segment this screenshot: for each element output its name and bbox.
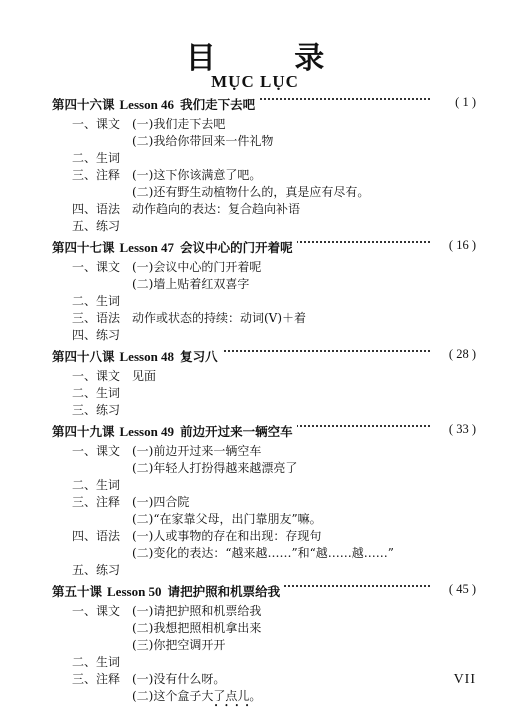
lesson-title: [52, 422, 297, 440]
lesson-number-en: Lesson 46: [119, 97, 175, 112]
section-label: 三、练习: [71, 403, 120, 417]
lesson-number-en: Lesson 48: [119, 349, 175, 364]
section-content: (一)前边开过来一辆空车: [132, 444, 262, 458]
lesson-page-ref: ( 45 ): [446, 582, 476, 597]
page-title: 目 录: [185, 41, 359, 76]
section-content: (一)会议中心的门开着呢: [132, 260, 262, 274]
section-content: (二)这个盒子大了点儿。 • • • •: [132, 687, 261, 704]
section-content: (一)请把护照和机票给我: [132, 604, 262, 618]
lesson-number-cn: 第四十九课: [52, 424, 115, 439]
lesson-page-ref: ( 33 ): [446, 422, 476, 437]
section-content: (二)“在家靠父母，出门靠朋友”嘛。: [132, 512, 322, 526]
section-content: (一)这下你该满意了吧。: [132, 168, 262, 182]
section-content: (三)你把空调开开: [132, 638, 226, 652]
lesson-name: 会议中心的门开着呢: [180, 240, 293, 255]
toc-entry: [52, 561, 476, 578]
section-content: (二)还有野生动植物什么的，真是应有尽有。: [132, 185, 370, 199]
toc-entry: [52, 115, 476, 132]
toc-entry: [52, 183, 476, 200]
section-content: 动作或状态的持续：动词(V)＋着: [132, 311, 307, 325]
section-label: 二、生词: [71, 151, 120, 165]
toc-entry: [52, 309, 476, 326]
lesson-heading[interactable]: [52, 582, 476, 602]
section-content: 见面: [132, 369, 157, 383]
lesson-title: [52, 95, 259, 113]
toc-entry: [52, 544, 476, 561]
section-content: (一)人或事物的存在和出现：存现句: [132, 529, 322, 543]
section-content: (二)我想把照相机拿出来: [132, 621, 262, 635]
section-label: 五、练习: [71, 563, 120, 577]
section-label: 二、生词: [71, 294, 120, 308]
toc-entry: [52, 687, 476, 704]
lesson-number-cn: 第五十课: [52, 584, 103, 599]
section-content: (二)我给你带回来一件礼物: [132, 134, 274, 148]
section-label: 三、注释: [71, 672, 120, 686]
toc-entry: [52, 442, 476, 459]
section-content: (二)变化的表达：“越来越……”和“越……越……”: [132, 546, 394, 560]
toc-entry: [52, 401, 476, 418]
toc-entry: [52, 132, 476, 149]
section-label: 二、生词: [71, 478, 120, 492]
lesson-name: 我们走下去吧: [180, 97, 256, 112]
toc-entry: [52, 384, 476, 401]
lesson-page-ref: ( 16 ): [446, 238, 476, 253]
toc-entry: [52, 476, 476, 493]
lesson-page-ref: ( 1 ): [452, 95, 476, 110]
section-content: (一)没有什么呀。: [132, 672, 226, 686]
section-label: 五、练习: [71, 219, 120, 233]
page-number: VII: [453, 672, 476, 687]
toc-entry: [52, 653, 476, 670]
section-label: 二、生词: [71, 386, 120, 400]
lesson-name: 请把护照和机票给我: [167, 584, 281, 599]
lesson-number-en: Lesson 47: [119, 240, 175, 255]
toc-entry: [52, 149, 476, 166]
toc-entry: [52, 602, 476, 619]
page-subtitle: MỤC LỤC: [211, 72, 299, 91]
lesson-number-en: Lesson 50: [107, 584, 162, 599]
section-content: 动作趋向的表达：复合趋向补语: [132, 202, 301, 216]
lesson-heading[interactable]: [52, 95, 476, 115]
section-content: (一)四合院: [132, 495, 190, 509]
lesson-number-cn: 第四十八课: [52, 349, 115, 364]
lesson-number-cn: 第四十七课: [52, 240, 115, 255]
lesson-heading[interactable]: [52, 422, 476, 442]
lesson-heading[interactable]: [52, 238, 476, 258]
toc-entry: [52, 510, 476, 527]
lesson-title: [52, 238, 297, 256]
section-label: 一、课文: [71, 604, 120, 618]
section-label: 一、课文: [71, 260, 120, 274]
toc-entry: [52, 367, 476, 384]
lesson-number-en: Lesson 49: [119, 424, 175, 439]
section-label: 三、注释: [71, 168, 120, 182]
section-label: 三、语法: [71, 311, 120, 325]
section-label: 二、生词: [71, 655, 120, 669]
section-content: (二)年轻人打扮得越来越漂亮了: [132, 461, 298, 475]
lesson-heading[interactable]: [52, 347, 476, 367]
section-label: 四、练习: [71, 328, 120, 342]
toc-entry: [52, 670, 476, 687]
section-label: 四、语法: [71, 529, 120, 543]
toc-entry: [52, 275, 476, 292]
section-content: (二)墙上贴着红双喜字: [132, 277, 250, 291]
section-label: 三、注释: [71, 495, 120, 509]
lesson-title: [52, 582, 284, 600]
toc-entry: [52, 459, 476, 476]
toc-entry: [52, 292, 476, 309]
section-label: 一、课文: [71, 444, 120, 458]
lesson-name: 复习八: [180, 349, 218, 364]
section-label: 一、课文: [71, 117, 120, 131]
toc-entry: [52, 326, 476, 343]
toc-entry: [52, 619, 476, 636]
toc-entry: [52, 636, 476, 653]
section-label: 四、语法: [71, 202, 120, 216]
lesson-number-cn: 第四十六课: [52, 97, 115, 112]
toc-entry: [52, 166, 476, 183]
section-label: 一、课文: [71, 369, 120, 383]
table-of-contents: [52, 91, 476, 704]
toc-entry: [52, 200, 476, 217]
toc-entry: [52, 493, 476, 510]
toc-entry: [52, 217, 476, 234]
toc-entry: [52, 258, 476, 275]
lesson-title: [52, 347, 222, 365]
toc-entry: [52, 527, 476, 544]
lesson-page-ref: ( 28 ): [446, 347, 476, 362]
lesson-name: 前边开过来一辆空车: [180, 424, 293, 439]
section-content: (一)我们走下去吧: [132, 117, 226, 131]
